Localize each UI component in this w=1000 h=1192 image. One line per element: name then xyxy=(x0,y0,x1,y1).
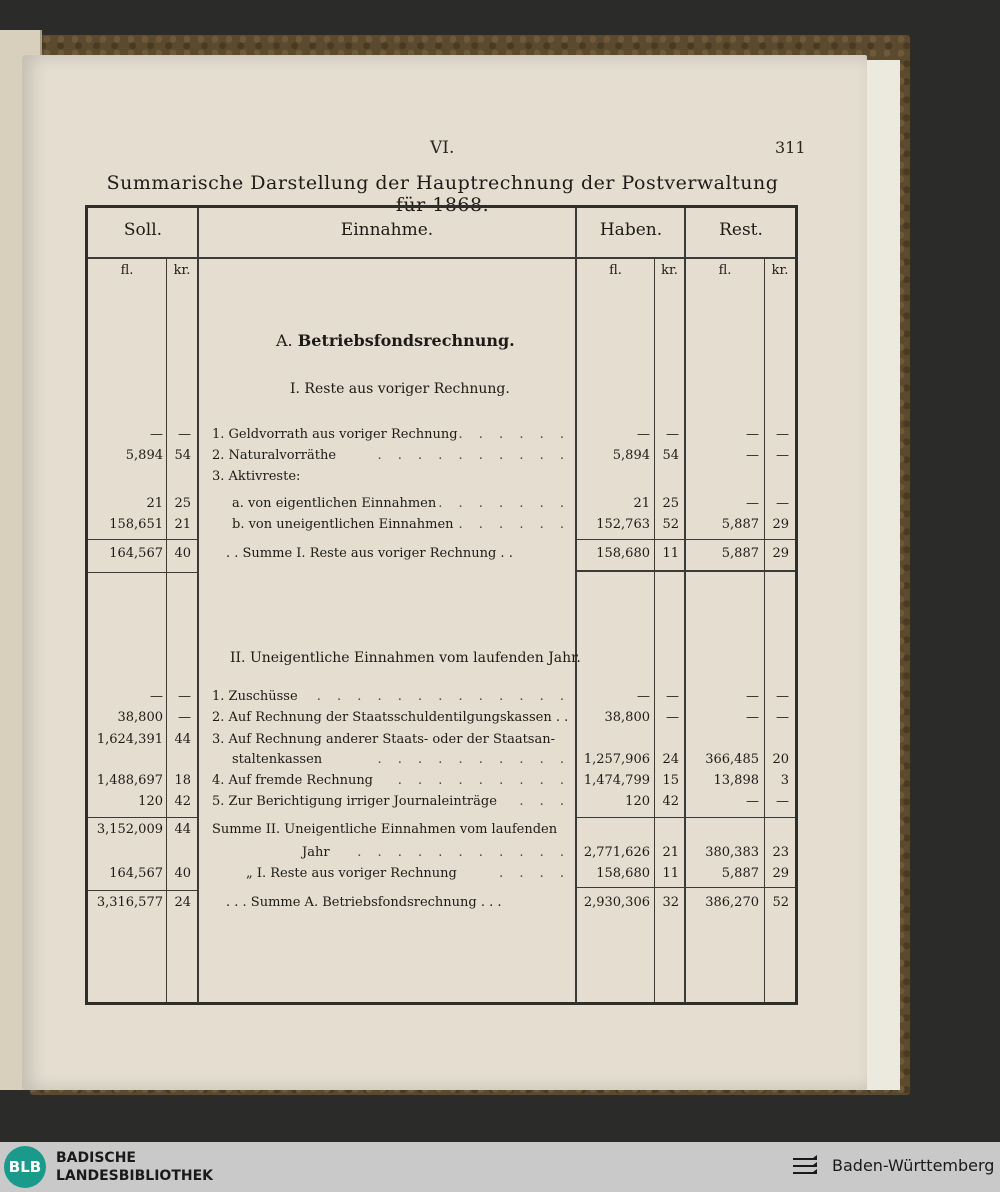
blb-name-line2: LANDESBIBLIOTHEK xyxy=(56,1168,214,1184)
blb-name xyxy=(56,1149,213,1185)
haben-sum-rule-1b xyxy=(577,570,795,572)
row-soll-fl: 164,567 xyxy=(109,866,163,881)
row-rest-fl: — xyxy=(746,448,759,463)
unit-rest-fl: fl. xyxy=(718,263,732,278)
row-description: „ I. Reste aus voriger Rechnung xyxy=(246,866,457,881)
row-description: 2. Auf Rechnung der Staatsschuldentilgungskassen . . xyxy=(212,710,569,725)
row-soll-kr: 40 xyxy=(174,546,191,561)
unit-haben-kr: kr. xyxy=(661,263,678,278)
row-haben-kr: 42 xyxy=(662,794,679,809)
page-stack-edge xyxy=(862,60,900,1090)
bw-name: Baden-Württemberg xyxy=(832,1156,995,1175)
col-divider-haben-kr xyxy=(654,258,655,1003)
col-header-soll: Soll. xyxy=(123,220,163,240)
row-rest-kr: — xyxy=(776,427,789,442)
row-description: 2. Naturalvorräthe xyxy=(212,448,337,463)
row-description: Summe II. Uneigentliche Einnahmen vom laufenden xyxy=(212,822,558,837)
row-rest-kr: — xyxy=(776,448,789,463)
col-header-haben: Haben. xyxy=(599,220,663,240)
row-rest-fl: 386,270 xyxy=(705,895,759,910)
row-leader-dots: . . . xyxy=(519,794,570,809)
row-description: 1. Zuschüsse xyxy=(212,689,298,704)
col-divider-soll-kr xyxy=(166,258,167,1003)
row-haben-kr: 52 xyxy=(662,517,679,532)
row-soll-fl: 3,152,009 xyxy=(96,822,163,837)
row-rest-kr: — xyxy=(776,496,789,511)
row-soll-kr: 25 xyxy=(174,496,191,511)
section-2-heading: II. Uneigentliche Einnahmen vom laufenden Jahr. xyxy=(230,650,581,666)
row-rest-fl: 5,887 xyxy=(721,517,759,532)
row-rest-kr: 29 xyxy=(772,517,789,532)
row-soll-kr: 18 xyxy=(174,773,191,788)
row-haben-kr: 24 xyxy=(662,752,679,767)
row-haben-kr: 21 xyxy=(662,845,679,860)
col-divider-haben xyxy=(684,208,686,1003)
row-soll-fl: 164,567 xyxy=(109,546,163,561)
row-leader-dots: . . . . . . . . . . xyxy=(377,448,570,463)
row-haben-kr: 11 xyxy=(662,546,679,561)
row-haben-kr: 54 xyxy=(662,448,679,463)
unit-rest-kr: kr. xyxy=(771,263,789,278)
ledger-table xyxy=(85,205,798,1005)
row-soll-fl: 3,316,577 xyxy=(96,895,163,910)
col-divider-soll xyxy=(197,208,199,1003)
row-soll-kr: 42 xyxy=(174,794,191,809)
section-a-heading xyxy=(276,333,515,349)
col-divider-einnahme xyxy=(575,208,577,1003)
row-rest-kr: — xyxy=(776,689,789,704)
unit-soll-kr: kr. xyxy=(173,263,191,278)
footer-bar xyxy=(0,1142,1000,1192)
row-description: . . Summe I. Reste aus voriger Rechnung . . xyxy=(226,546,513,561)
row-leader-dots: . . . . . . . . . . xyxy=(377,752,570,767)
row-haben-fl: 152,763 xyxy=(596,517,650,532)
row-soll-fl: 21 xyxy=(146,496,163,511)
row-rest-fl: — xyxy=(746,794,759,809)
row-soll-kr: 44 xyxy=(174,822,191,837)
row-soll-kr: 40 xyxy=(174,866,191,881)
row-soll-fl: 1,624,391 xyxy=(96,732,163,747)
row-leader-dots: . . . . . . . . . . . xyxy=(357,845,570,860)
row-haben-fl: 120 xyxy=(625,794,650,809)
col-header-einnahme: Einnahme. xyxy=(340,220,434,240)
soll-sum-rule-1b xyxy=(88,572,198,573)
section-number: VI. xyxy=(430,138,455,158)
row-soll-kr: 21 xyxy=(174,517,191,532)
row-rest-kr: 52 xyxy=(772,895,789,910)
haben-sum-rule-1 xyxy=(577,539,795,540)
row-haben-fl: 158,680 xyxy=(596,546,650,561)
row-haben-fl: 1,474,799 xyxy=(583,773,650,788)
row-leader-dots: . . . . . . . xyxy=(438,517,570,532)
row-rest-kr: 3 xyxy=(780,773,789,788)
row-soll-kr: — xyxy=(178,710,191,725)
row-soll-kr: — xyxy=(178,427,191,442)
row-soll-kr: 44 xyxy=(174,732,191,747)
row-haben-fl: 158,680 xyxy=(596,866,650,881)
col-header-rest: Rest. xyxy=(719,220,763,240)
row-description: 3. Aktivreste: xyxy=(212,469,301,484)
row-haben-fl: 38,800 xyxy=(604,710,650,725)
row-leader-dots: . . . . xyxy=(499,866,570,881)
unit-haben-fl: fl. xyxy=(609,263,622,278)
haben-sum-rule-2 xyxy=(577,817,795,818)
row-haben-kr: 32 xyxy=(662,895,679,910)
row-haben-fl: 2,771,626 xyxy=(583,845,650,860)
row-leader-dots: . . . . . . . xyxy=(438,496,570,511)
row-rest-fl: 13,898 xyxy=(713,773,759,788)
row-soll-kr: 24 xyxy=(174,895,191,910)
soll-sum-rule-1 xyxy=(88,539,198,540)
row-leader-dots: . . . . . . . . . xyxy=(397,773,570,788)
row-haben-kr: — xyxy=(666,710,679,725)
section-a-title: Betriebsfondsrechnung. xyxy=(297,331,515,350)
row-soll-fl: — xyxy=(150,427,163,442)
page-title: Summarische Darstellung der Hauptrechnung der Postverwaltung für 1868. xyxy=(106,172,779,216)
row-rest-fl: — xyxy=(746,427,759,442)
row-description: 4. Auf fremde Rechnung xyxy=(212,773,374,788)
row-soll-kr: 54 xyxy=(174,448,191,463)
header-rule xyxy=(88,257,795,259)
section-1-heading: I. Reste aus voriger Rechnung. xyxy=(290,381,510,397)
row-haben-fl: 1,257,906 xyxy=(583,752,650,767)
row-leader-dots: . . . . . . xyxy=(458,427,570,442)
row-rest-kr: 29 xyxy=(772,546,789,561)
haben-sum-rule-3 xyxy=(577,887,795,888)
row-haben-kr: 11 xyxy=(662,866,679,881)
row-description: 3. Auf Rechnung anderer Staats- oder der Staatsan- xyxy=(212,732,555,747)
row-rest-fl: — xyxy=(746,496,759,511)
row-soll-fl: — xyxy=(150,689,163,704)
unit-soll-fl: fl. xyxy=(120,263,134,278)
row-rest-kr: 23 xyxy=(772,845,789,860)
row-rest-kr: 20 xyxy=(772,752,789,767)
row-haben-kr: — xyxy=(666,427,679,442)
row-soll-fl: 120 xyxy=(138,794,163,809)
row-leader-dots: . . . . . . . . . . . . . xyxy=(316,689,570,704)
row-rest-kr: — xyxy=(776,710,789,725)
row-rest-fl: 5,887 xyxy=(721,546,759,561)
row-rest-fl: — xyxy=(746,710,759,725)
row-haben-fl: 5,894 xyxy=(612,448,650,463)
row-description: . . . Summe A. Betriebsfondsrechnung . . . xyxy=(226,895,502,910)
col-divider-rest-kr xyxy=(764,258,765,1003)
soll-sum-rule-3 xyxy=(88,890,198,891)
row-soll-fl: 5,894 xyxy=(125,448,163,463)
blb-logo[interactable]: BLB xyxy=(4,1146,46,1188)
row-soll-kr: — xyxy=(178,689,191,704)
bw-lions-icon xyxy=(790,1152,820,1182)
row-description: b. von uneigentlichen Einnahmen xyxy=(232,517,454,532)
row-haben-kr: 25 xyxy=(662,496,679,511)
row-soll-fl: 38,800 xyxy=(117,710,163,725)
row-description: 5. Zur Berichtigung irriger Journaleinträge xyxy=(212,794,497,809)
row-soll-fl: 1,488,697 xyxy=(96,773,163,788)
blb-name-line1: BADISCHE xyxy=(56,1150,136,1166)
row-rest-kr: 29 xyxy=(772,866,789,881)
row-description: Jahr xyxy=(302,845,330,860)
row-rest-kr: — xyxy=(776,794,789,809)
row-haben-fl: 2,930,306 xyxy=(583,895,650,910)
row-haben-kr: 15 xyxy=(662,773,679,788)
row-haben-kr: — xyxy=(666,689,679,704)
row-description: a. von eigentlichen Einnahmen xyxy=(232,496,437,511)
row-rest-fl: 5,887 xyxy=(721,866,759,881)
row-haben-fl: — xyxy=(637,689,650,704)
row-haben-fl: — xyxy=(637,427,650,442)
row-rest-fl: — xyxy=(746,689,759,704)
row-description: staltenkassen xyxy=(232,752,323,767)
section-a-prefix: A. xyxy=(276,331,293,350)
row-soll-fl: 158,651 xyxy=(109,517,163,532)
soll-sum-rule-2 xyxy=(88,817,198,818)
row-rest-fl: 366,485 xyxy=(705,752,759,767)
row-haben-fl: 21 xyxy=(633,496,650,511)
row-description: 1. Geldvorrath aus voriger Rechnung xyxy=(212,427,458,442)
page-number: 311 xyxy=(775,138,806,157)
row-rest-fl: 380,383 xyxy=(705,845,759,860)
